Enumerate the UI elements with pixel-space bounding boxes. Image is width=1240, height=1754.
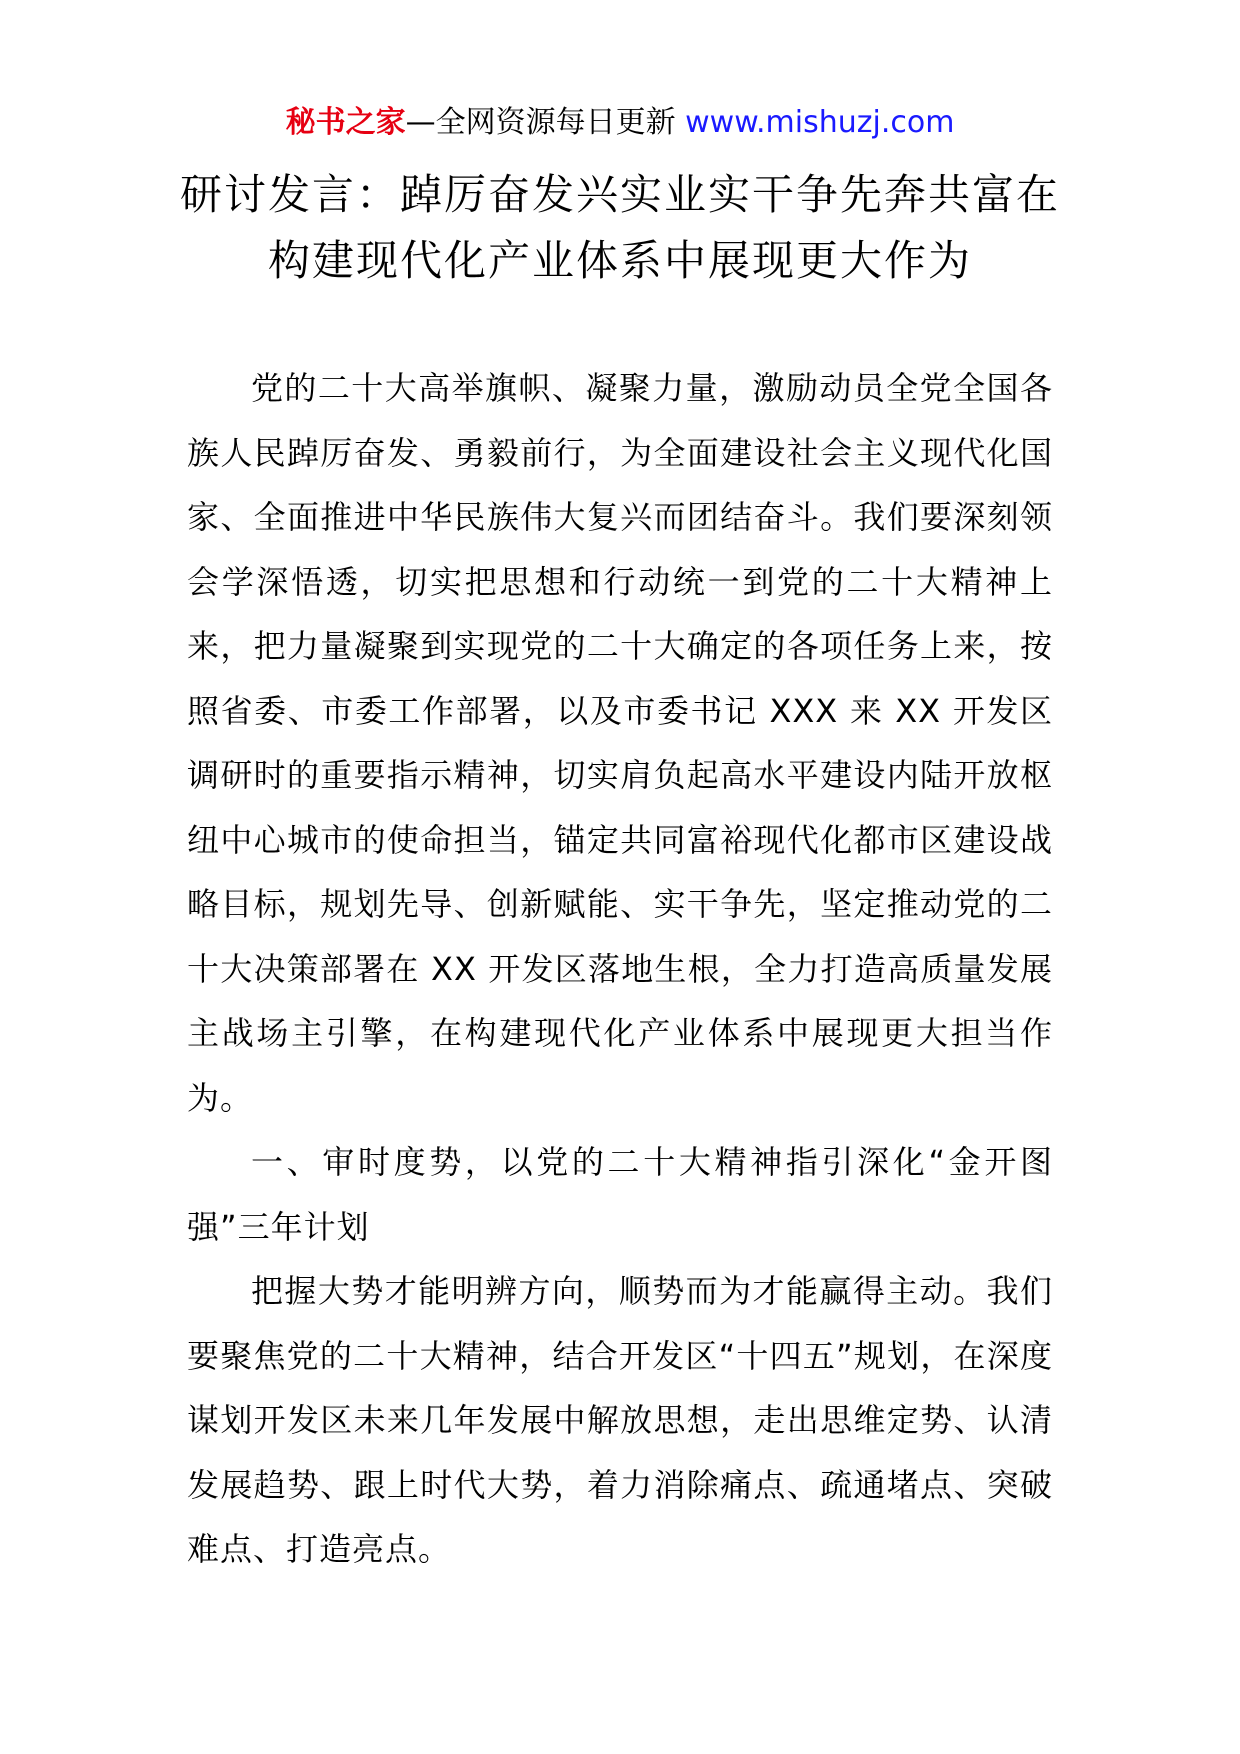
paragraph-intro: 党的二十大高举旗帜、凝聚力量，激励动员全党全国各族人民踔厉奋发、勇毅前行，为全面建设社会主义现代化国家、全面推进中华民族伟大复兴而团结奋斗。我们要深刻领会学深悟透，切实把思想和行动统一到党的二十大精神上来，把力量凝聚到实现党的二十大确定的各项任务上来，按照省委、市委工作部署，以及市委书记 XXX 来 XX 开发区调研时的重要指示精神，切实肩负起高水平建设内陆开放枢纽中心城市的使命担当，锚定共同富裕现代化都市区建设战略目标，规划先导、创新赋能、实干争先，坚定推动党的二十大决策部署在 XX 开发区落地生根，全力打造高质量发展主战场主引擎，在构建现代化产业体系中展现更大担当作为。 <box>187 369 1053 1117</box>
header-banner <box>0 100 1240 146</box>
section-heading-1: 一、审时度势，以党的二十大精神指引深化“金开图强”三年计划 <box>187 1143 1053 1246</box>
document-body <box>187 356 1053 1582</box>
brand-tagline: —全网资源每日更新 <box>405 105 676 140</box>
document-title: 研讨发言：踔厉奋发兴实业实干争先奔共富在构建现代化产业体系中展现更大作为 <box>180 170 1061 285</box>
site-url: www.mishuzj.com <box>685 105 955 140</box>
brand-name: 秘书之家 <box>285 105 406 140</box>
paragraph-section-1: 把握大势才能明辨方向，顺势而为才能赢得主动。我们要聚焦党的二十大精神，结合开发区“十四五”规划，在深度谋划开发区未来几年发展中解放思想，走出思维定势、认清发展趋势、跟上时代大势，着力消除痛点、疏通堵点、突破难点、打造亮点。 <box>187 1272 1053 1568</box>
